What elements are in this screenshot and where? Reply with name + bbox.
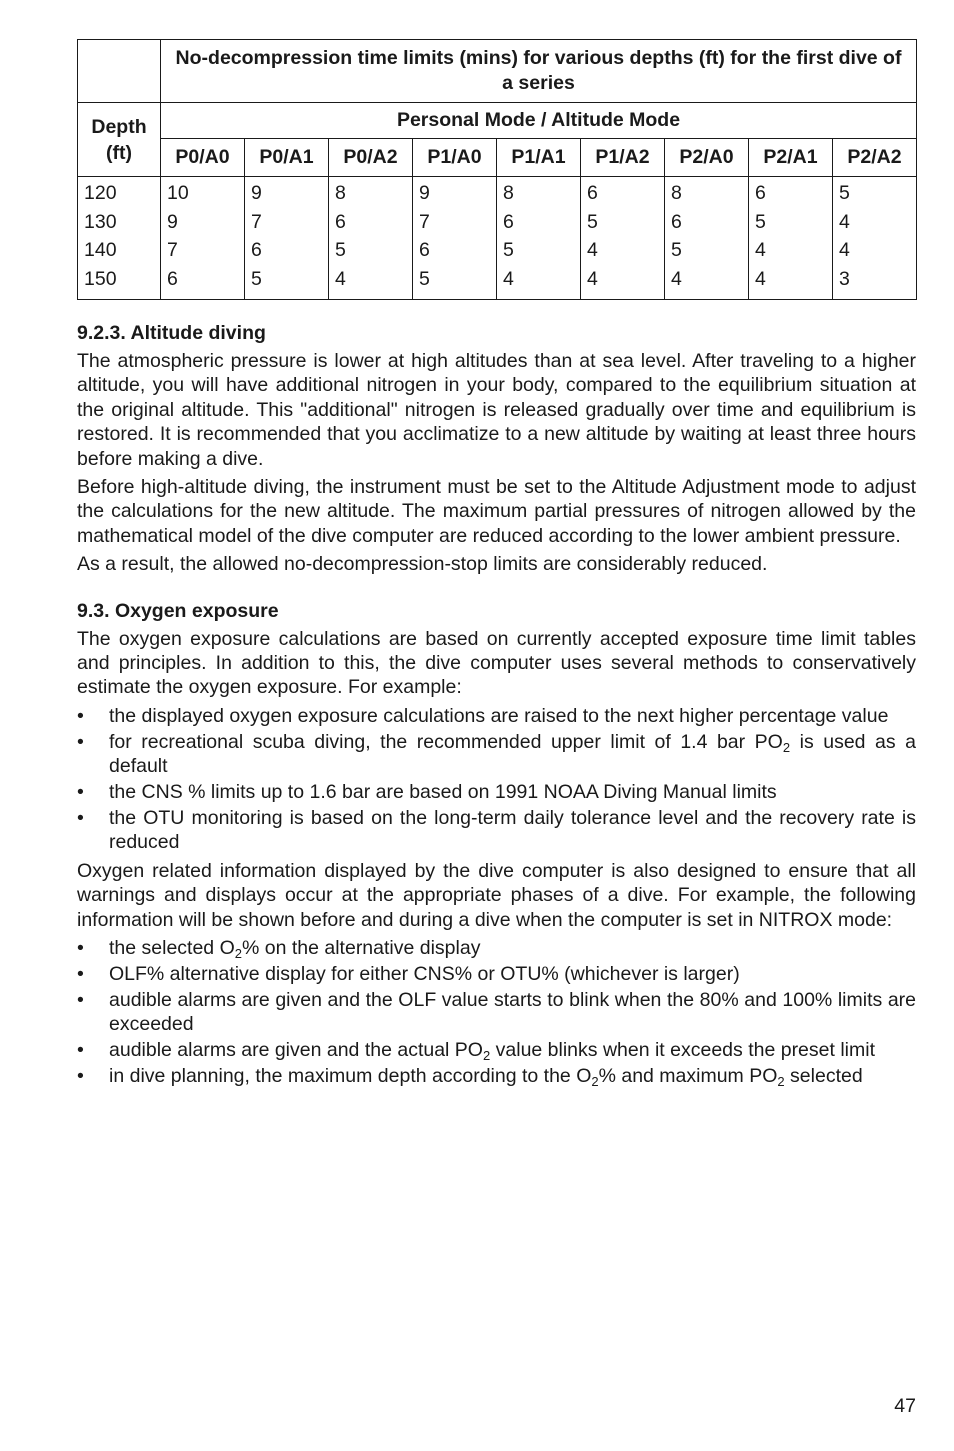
limit-value: 9 xyxy=(251,182,262,204)
subscript: 2 xyxy=(234,946,242,962)
limit-value: 8 xyxy=(503,182,514,204)
list-item xyxy=(77,780,916,804)
list-item-text: OLF% alternative display for either CNS% or OTU% (whichever is larger) xyxy=(109,962,740,985)
altitude-diving-section xyxy=(77,321,916,577)
column-header: P0/A2 xyxy=(329,139,413,177)
limit-value: 9 xyxy=(167,210,178,233)
list-item xyxy=(77,988,916,1037)
limit-value: 4 xyxy=(587,267,598,290)
paragraph: Oxygen related information displayed by the dive computer is also designed to ensure that all warnings and displays occur at the appropriate phases of a dive. For example, the following information will be shown before and during a dive when the computer is set in NITROX mode: xyxy=(77,859,916,931)
limit-column xyxy=(665,177,749,300)
limit-column xyxy=(413,177,497,300)
limit-value: 10 xyxy=(167,182,189,204)
limit-value: 5 xyxy=(335,239,346,261)
list-item-text: audible alarms are given and the OLF value starts to blink when the 80% and 100% limits are exceeded xyxy=(109,988,916,1036)
list-item xyxy=(77,730,916,779)
limit-value: 5 xyxy=(755,210,766,233)
subscript: 2 xyxy=(591,1074,599,1090)
list-item-text: in dive planning, the maximum depth according to the O xyxy=(109,1065,592,1088)
bullet-list xyxy=(77,704,916,855)
list-item-text: value blinks when it exceeds the preset limit xyxy=(490,1039,875,1062)
bullet-icon: • xyxy=(77,781,84,804)
depth-column xyxy=(78,177,161,300)
page-number: 47 xyxy=(894,1395,916,1417)
column-header: P1/A1 xyxy=(497,139,581,177)
section-heading: 9.3. Oxygen exposure xyxy=(77,599,279,622)
limit-value: 4 xyxy=(839,210,850,233)
limit-value: 7 xyxy=(419,210,430,233)
limit-value: 6 xyxy=(335,210,346,233)
limit-value: 4 xyxy=(587,239,598,261)
subscript: 2 xyxy=(482,1048,491,1064)
limit-value: 8 xyxy=(671,182,682,204)
list-item-text: the CNS % limits up to 1.6 bar are based on 1991 NOAA Diving Manual limits xyxy=(109,781,777,804)
list-item-text: audible alarms are given and the actual PO xyxy=(109,1039,483,1062)
list-item-text: % and maximum PO xyxy=(598,1065,778,1088)
limit-value: 5 xyxy=(503,239,514,261)
column-header: P1/A0 xyxy=(413,139,497,177)
list-item-text: the selected O xyxy=(109,937,235,960)
mode-header: Personal Mode / Altitude Mode xyxy=(161,103,917,139)
column-header: P1/A2 xyxy=(581,139,665,177)
table-title: No-decompression time limits (mins) for various depths (ft) for the first dive of a series xyxy=(161,40,917,103)
limit-value: 5 xyxy=(419,267,430,290)
limit-value: 6 xyxy=(419,239,430,261)
limit-value: 5 xyxy=(671,239,682,261)
list-item-text: selected xyxy=(784,1065,863,1088)
page-content xyxy=(77,39,916,1092)
limit-value: 6 xyxy=(587,182,598,204)
bullet-icon: • xyxy=(77,704,84,727)
limit-value: 4 xyxy=(503,267,514,290)
limit-value: 4 xyxy=(755,239,766,261)
limit-value: 4 xyxy=(755,267,766,290)
limit-value: 4 xyxy=(839,239,850,261)
limit-column xyxy=(245,177,329,300)
limit-value: 7 xyxy=(251,210,262,233)
list-item-text: the OTU monitoring is based on the long-term daily tolerance level and the recovery rate is reduced xyxy=(109,807,916,854)
limit-value: 5 xyxy=(839,182,850,204)
bullet-icon: • xyxy=(77,962,84,985)
column-header: P2/A0 xyxy=(665,139,749,177)
paragraph: The atmospheric pressure is lower at high altitudes than at sea level. After traveling to a higher altitude, you will have additional nitrogen in your body, compared to the equilibrium situation at the original altitude. This "additional" nitrogen is released gradually over time and equilibrium is restored. It is recommended that you acclimatize to a new altitude by waiting at least three hours before making a dive. xyxy=(77,350,916,470)
list-item-text: for recreational scuba diving, the recommended upper limit of 1.4 bar PO xyxy=(109,730,783,753)
limit-value: 6 xyxy=(167,267,178,290)
limit-column xyxy=(329,177,413,300)
table-corner-empty xyxy=(78,40,161,103)
depth-value: 140 xyxy=(84,239,117,261)
limit-value: 5 xyxy=(251,267,262,290)
limit-column xyxy=(581,177,665,300)
paragraph: As a result, the allowed no-decompression-stop limits are considerably reduced. xyxy=(77,553,768,576)
bullet-icon: • xyxy=(77,730,84,753)
depth-value: 150 xyxy=(84,267,117,290)
list-item xyxy=(77,1038,916,1062)
list-item xyxy=(77,704,916,728)
subscript: 2 xyxy=(777,1074,785,1090)
bullet-icon: • xyxy=(77,988,84,1011)
limit-value: 6 xyxy=(251,239,262,261)
limit-column xyxy=(161,177,245,300)
limit-value: 4 xyxy=(671,267,682,290)
limit-column xyxy=(749,177,833,300)
limit-value: 6 xyxy=(503,210,514,233)
limit-column xyxy=(833,177,917,300)
limit-column xyxy=(497,177,581,300)
list-item-text: % on the alternative display xyxy=(241,937,481,960)
limit-value: 9 xyxy=(419,182,430,204)
list-item xyxy=(77,806,916,855)
bullet-list xyxy=(77,936,916,1088)
depth-value: 130 xyxy=(84,210,117,233)
limit-value: 4 xyxy=(335,267,346,290)
subscript: 2 xyxy=(782,739,791,755)
column-header: P0/A1 xyxy=(245,139,329,177)
list-item xyxy=(77,1064,916,1088)
limit-value: 7 xyxy=(167,239,178,261)
list-item xyxy=(77,962,916,986)
limit-value: 8 xyxy=(335,182,346,204)
list-item-text: the displayed oxygen exposure calculations are raised to the next higher percentage value xyxy=(109,704,889,727)
paragraph: Before high-altitude diving, the instrument must be set to the Altitude Adjustment mode to adjust the calculations for the new altitude. The maximum partial pressures of nitrogen allowed by the mathematical model of the dive computer are reduced according to the lower ambient pressure. xyxy=(77,476,916,547)
limit-value: 5 xyxy=(587,210,598,233)
limit-value: 6 xyxy=(755,182,766,204)
list-item-text: is used as a default xyxy=(109,730,917,778)
limit-value: 3 xyxy=(839,267,850,290)
depth-header: Depth (ft) xyxy=(78,103,161,177)
oxygen-exposure-section xyxy=(77,599,916,1089)
depth-value: 120 xyxy=(84,182,117,204)
section-heading: 9.2.3. Altitude diving xyxy=(77,322,266,344)
bullet-icon: • xyxy=(77,1065,84,1088)
column-header: P2/A2 xyxy=(833,139,917,177)
list-item xyxy=(77,936,916,960)
no-deco-limits-table xyxy=(77,39,917,300)
limit-value: 6 xyxy=(671,210,682,233)
bullet-icon: • xyxy=(77,937,84,960)
column-header: P2/A1 xyxy=(749,139,833,177)
column-header: P0/A0 xyxy=(161,139,245,177)
bullet-icon: • xyxy=(77,807,84,829)
paragraph: The oxygen exposure calculations are based on currently accepted exposure time limit tables and principles. In addition to this, the dive computer uses several methods to conservatively estimate the oxygen exposure. For example: xyxy=(77,627,916,699)
bullet-icon: • xyxy=(77,1039,84,1062)
